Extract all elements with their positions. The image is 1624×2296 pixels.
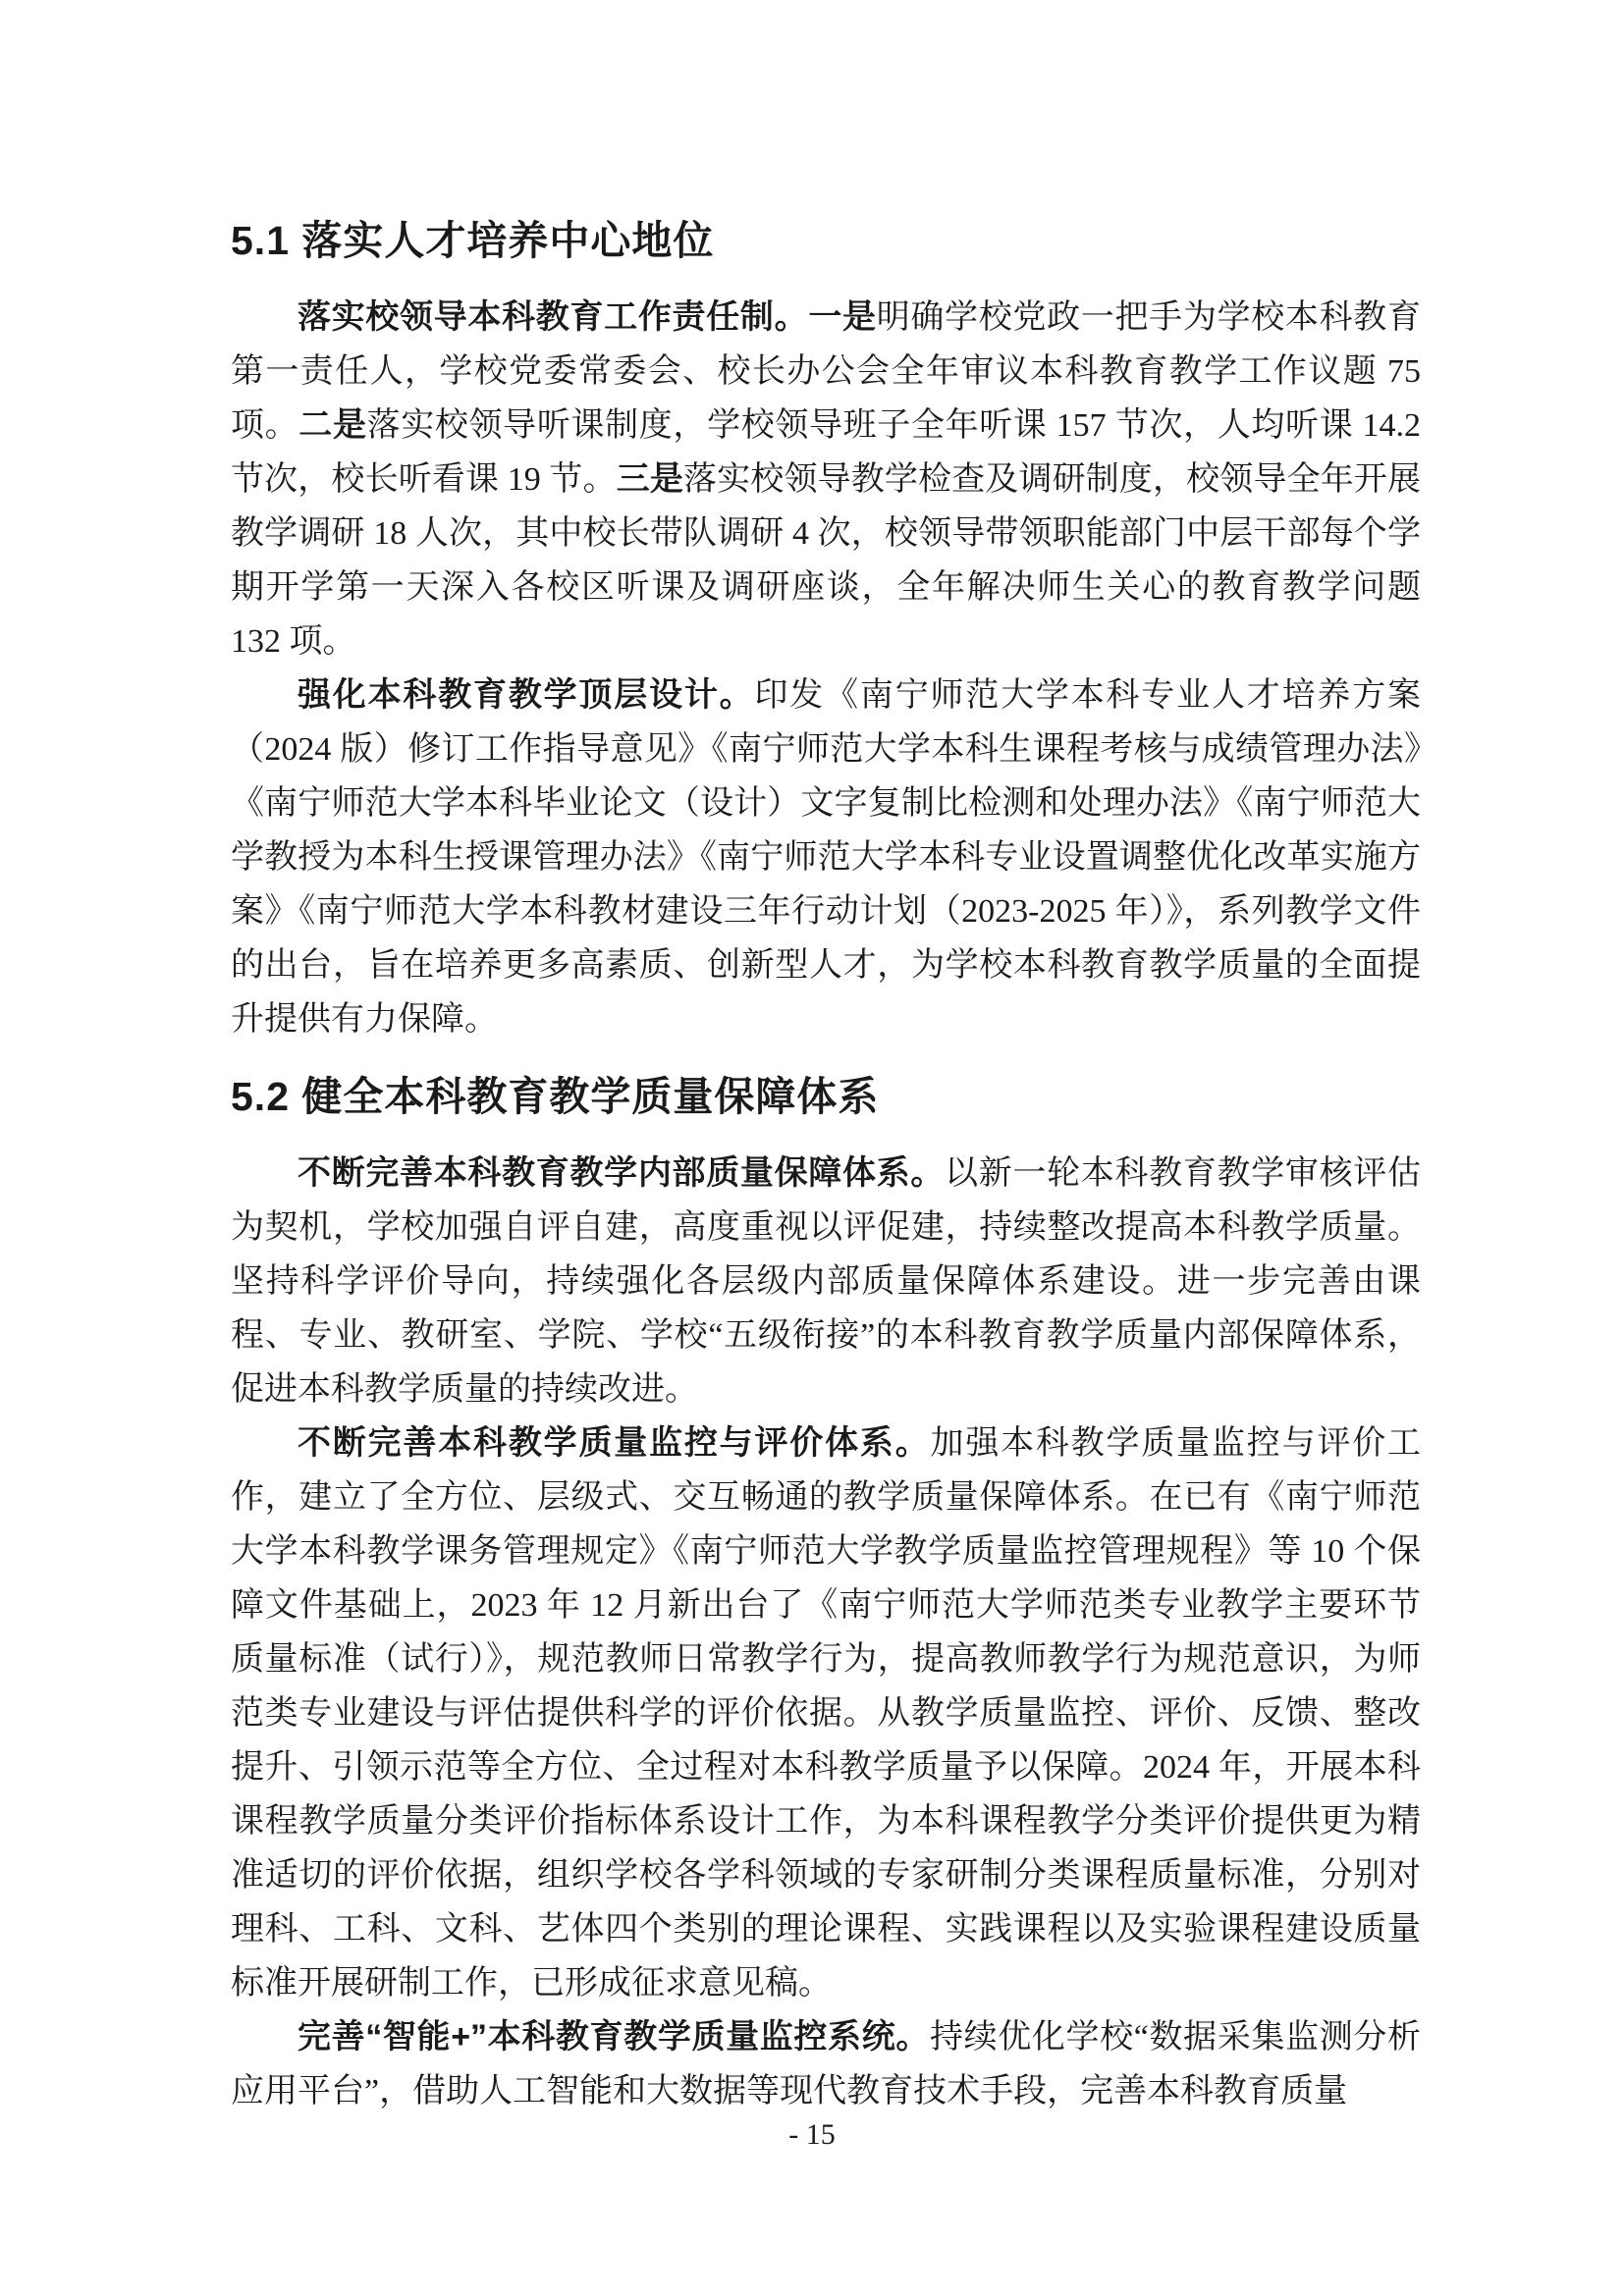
paragraph-internal-quality-system (231, 1147, 1421, 1416)
text-run: 加强本科教学质量监控与评价工作，建立了全方位、层级式、交互畅通的教学质量保障体系。在已有《南宁师范大学本科教学课务管理规定》《南宁师范大学教学质量监控管理规程》等 10 个保障文件基础上，2023 年 12 月新出台了《南宁师范大学师范类专业教学主要环节质量标准（试行）》，规范教师日常教学行为，提高教师教学行为规范意识，为师范类专业建设与评估提供科学的评价依据。从教学质量监控、评价、反馈、整改提升、引领示范等全方位、全过程对本科教学质量予以保障。2024 年，开展本科课程教学质量分类评价指标体系设计工作，为本科课程教学分类评价提供更为精准适切的评价依据，组织学校各学科领域的专家研制分类课程质量标准，分别对理科、工科、文科、艺体四个类别的理论课程、实践课程以及实验课程建设质量标准开展研制工作，已形成征求意见稿。 (231, 1425, 1421, 2002)
text-run-bold: 三是 (616, 460, 684, 498)
text-run-bold: 不断完善本科教育教学内部质量保障体系。 (298, 1154, 946, 1192)
document-body (231, 218, 1421, 2118)
text-run: 明确学校党政一把手为学校本科教育第一责任人，学校党委常委会、校长办公会全年审议本科教育教学工作议题 75 项。 (231, 299, 1421, 444)
text-run: 印发《南宁师范大学本科专业人才培养方案（2024 版）修订工作指导意见》《南宁师范大学本科生课程考核与成绩管理办法》《南宁师范大学本科毕业论文（设计）文字复制比检测和处理办法》《南宁师范大学教授为本科生授课管理办法》《南宁师范大学本科专业设置调整优化改革实施方案》《南宁师范大学本科教材建设三年行动计划（2023-2025 年）》，系列教学文件的出台，旨在培养更多高素质、创新型人才，为学校本科教育教学质量的全面提升提供有力保障。 (231, 677, 1421, 1038)
text-run-bold: 一是 (808, 298, 877, 336)
text-run: 持续优化学校“数据采集监测分析应用平台”，借助人工智能和大数据等现代教育技术手段，完善本科教育质量 (231, 2019, 1422, 2109)
paragraph-top-level-design (231, 668, 1421, 1046)
text-run-bold: 二是 (298, 406, 367, 444)
page-number: - 15 (788, 2118, 836, 2151)
paragraph-leadership-responsibility (231, 291, 1421, 668)
text-run: 落实校领导教学检查及调研制度，校领导全年开展教学调研 18 人次，其中校长带队调研 4 次，校领导带领职能部门中层干部每个学期开学第一天深入各校区听课及调研座谈，全年解决师生关心的教育教学问题 132 项。 (231, 461, 1422, 660)
text-run: 以新一轮本科教育教学审核评估为契机，学校加强自评自建，高度重视以评促建，持续整改提高本科教学质量。坚持科学评价导向，持续强化各层级内部质量保障体系建设。进一步完善由课程、专业、教研室、学院、学校“五级衔接”的本科教育教学质量内部保障体系，促进本科教学质量的持续改进。 (231, 1155, 1421, 1408)
section-heading-5-1: 5.1 落实人才培养中心地位 (231, 218, 715, 263)
text-run-bold: 不断完善本科教学质量监控与评价体系。 (298, 1424, 931, 1462)
text-run: 落实校领导听课制度，学校领导班子全年听课 157 节次，人均听课 14.2 节次，校长听看课 19 节。 (231, 407, 1422, 498)
text-run-bold: 完善“智能+”本科教育教学质量监控系统。 (298, 2018, 930, 2056)
text-run-bold: 落实校领导本科教育工作责任制。 (298, 298, 809, 336)
paragraph-smart-monitoring-system (231, 2010, 1421, 2118)
paragraph-monitoring-evaluation-system (231, 1416, 1421, 2010)
text-run-bold: 强化本科教育教学顶层设计。 (298, 676, 755, 714)
section-heading-5-2: 5.2 健全本科教育教学质量保障体系 (231, 1074, 880, 1119)
